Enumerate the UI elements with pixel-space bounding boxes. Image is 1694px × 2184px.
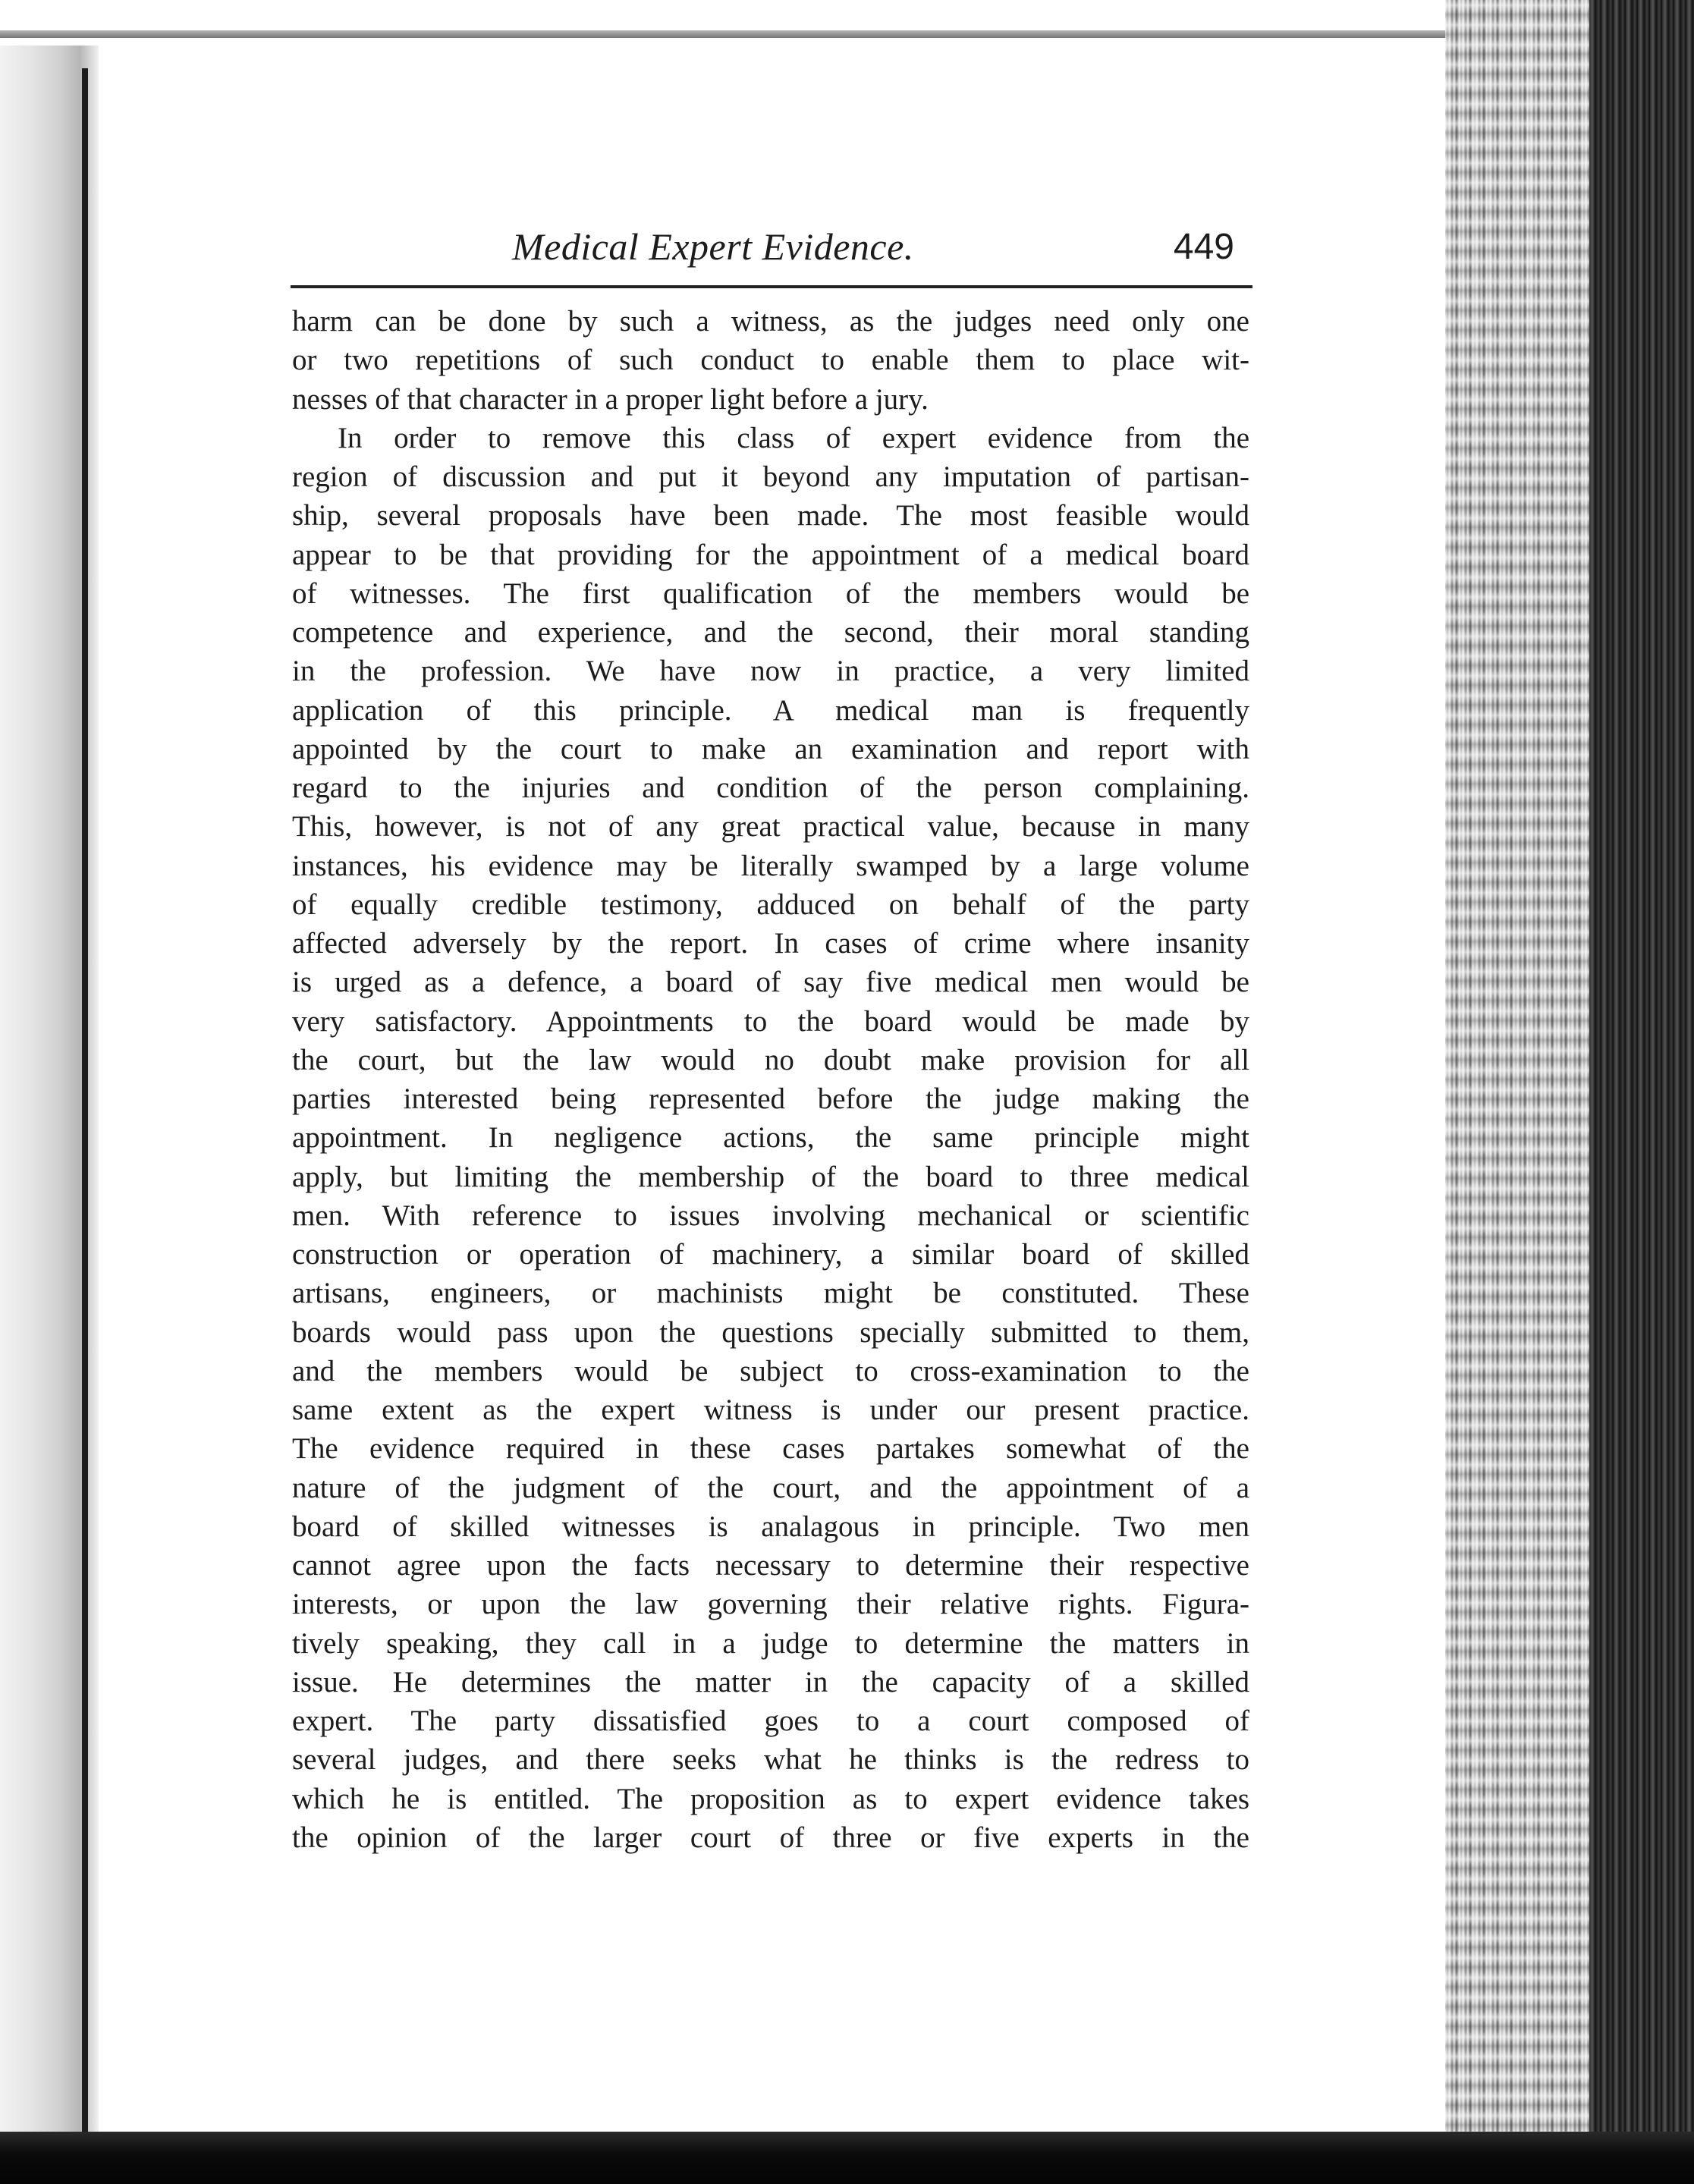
text-line: the opinion of the larger court of three or five experts in the [292,1821,1249,1854]
text-line: parties interested being represented before the judge making the [292,1083,1249,1115]
text-line: This, however, is not of any great practical value, because in many [292,810,1249,844]
text-line: appointed by the court to make an examination and report with [292,732,1249,765]
text-line: interests, or upon the law governing their relative rights. Figura- [292,1588,1249,1621]
text-line: or two repetitions of such conduct to enable them to place wit- [292,344,1249,377]
text-line: which he is entitled. The proposition as to expert evidence takes [292,1782,1249,1815]
text-line: same extent as the expert witness is under our present practice. [292,1394,1249,1426]
text-line: several judges, and there seeks what he thinks is the redress to [292,1743,1249,1777]
page-number: 449 [1173,227,1234,267]
top-scan-edge [0,30,1457,38]
body-text [292,302,1249,1857]
text-line: competence and experience, and the second, their moral standing [292,616,1249,649]
text-line: In order to remove this class of expert evidence from the [338,421,1249,454]
text-line: application of this principle. A medical man is frequently [292,693,1249,727]
text-line: harm can be done by such a witness, as the judges need only one [292,305,1249,338]
text-line: the court, but the law would no doubt make provision for all [292,1043,1249,1076]
text-line: nature of the judgment of the court, and the appointment of a [292,1471,1249,1504]
text-line: board of skilled witnesses is analagous in principle. Two men [292,1510,1249,1543]
text-line: boards would pass upon the questions specially submitted to them, [292,1315,1249,1349]
left-binding-edge [82,68,88,2132]
text-line: regard to the injuries and condition of the person complaining. [292,771,1249,804]
text-line: appear to be that providing for the appointment of a medical board [292,538,1249,571]
text-line: men. With reference to issues involving mechanical or scientific [292,1199,1249,1232]
text-line: apply, but limiting the membership of the board to three medical [292,1160,1249,1193]
text-line: artisans, engineers, or machinists might be constituted. These [292,1277,1249,1310]
header-rule [291,285,1252,288]
text-line: issue. He determines the matter in the capacity of a skilled [292,1665,1249,1698]
text-line: expert. The party dissatisfied goes to a court composed of [292,1705,1249,1737]
text-line: construction or operation of machinery, a similar board of skilled [292,1238,1249,1271]
right-page-edges-texture [1445,0,1597,2147]
text-line: The evidence required in these cases partakes somewhat of the [292,1432,1249,1466]
text-line: in the profession. We have now in practice, a very limited [292,655,1249,688]
right-book-cover-edge [1589,0,1694,2147]
text-line: is urged as a defence, a board of say five medical men would be [292,966,1249,999]
text-line: of witnesses. The first qualification of the members would be [292,577,1249,610]
text-line: cannot agree upon the facts necessary to determine their respective [292,1549,1249,1582]
text-line: affected adversely by the report. In cases of crime where insanity [292,927,1249,960]
running-header [292,225,1249,285]
running-title: Medical Expert Evidence. [512,225,914,268]
bottom-scan-edge [0,2132,1694,2184]
text-line: region of discussion and put it beyond any imputation of partisan- [292,460,1249,493]
text-line: and the members would be subject to cross-examination to the [292,1354,1249,1387]
text-line: ship, several proposals have been made. The most feasible would [292,499,1249,533]
text-line: very satisfactory. Appointments to the board would be made by [292,1004,1249,1038]
text-line: of equally credible testimony, adduced on behalf of the party [292,888,1249,921]
text-line: nesses of that character in a proper light before a jury. [292,382,929,416]
text-line: tively speaking, they call in a judge to determine the matters in [292,1626,1249,1660]
text-line: appointment. In negligence actions, the same principle might [292,1121,1249,1155]
text-line: instances, his evidence may be literally swamped by a large volume [292,849,1249,882]
